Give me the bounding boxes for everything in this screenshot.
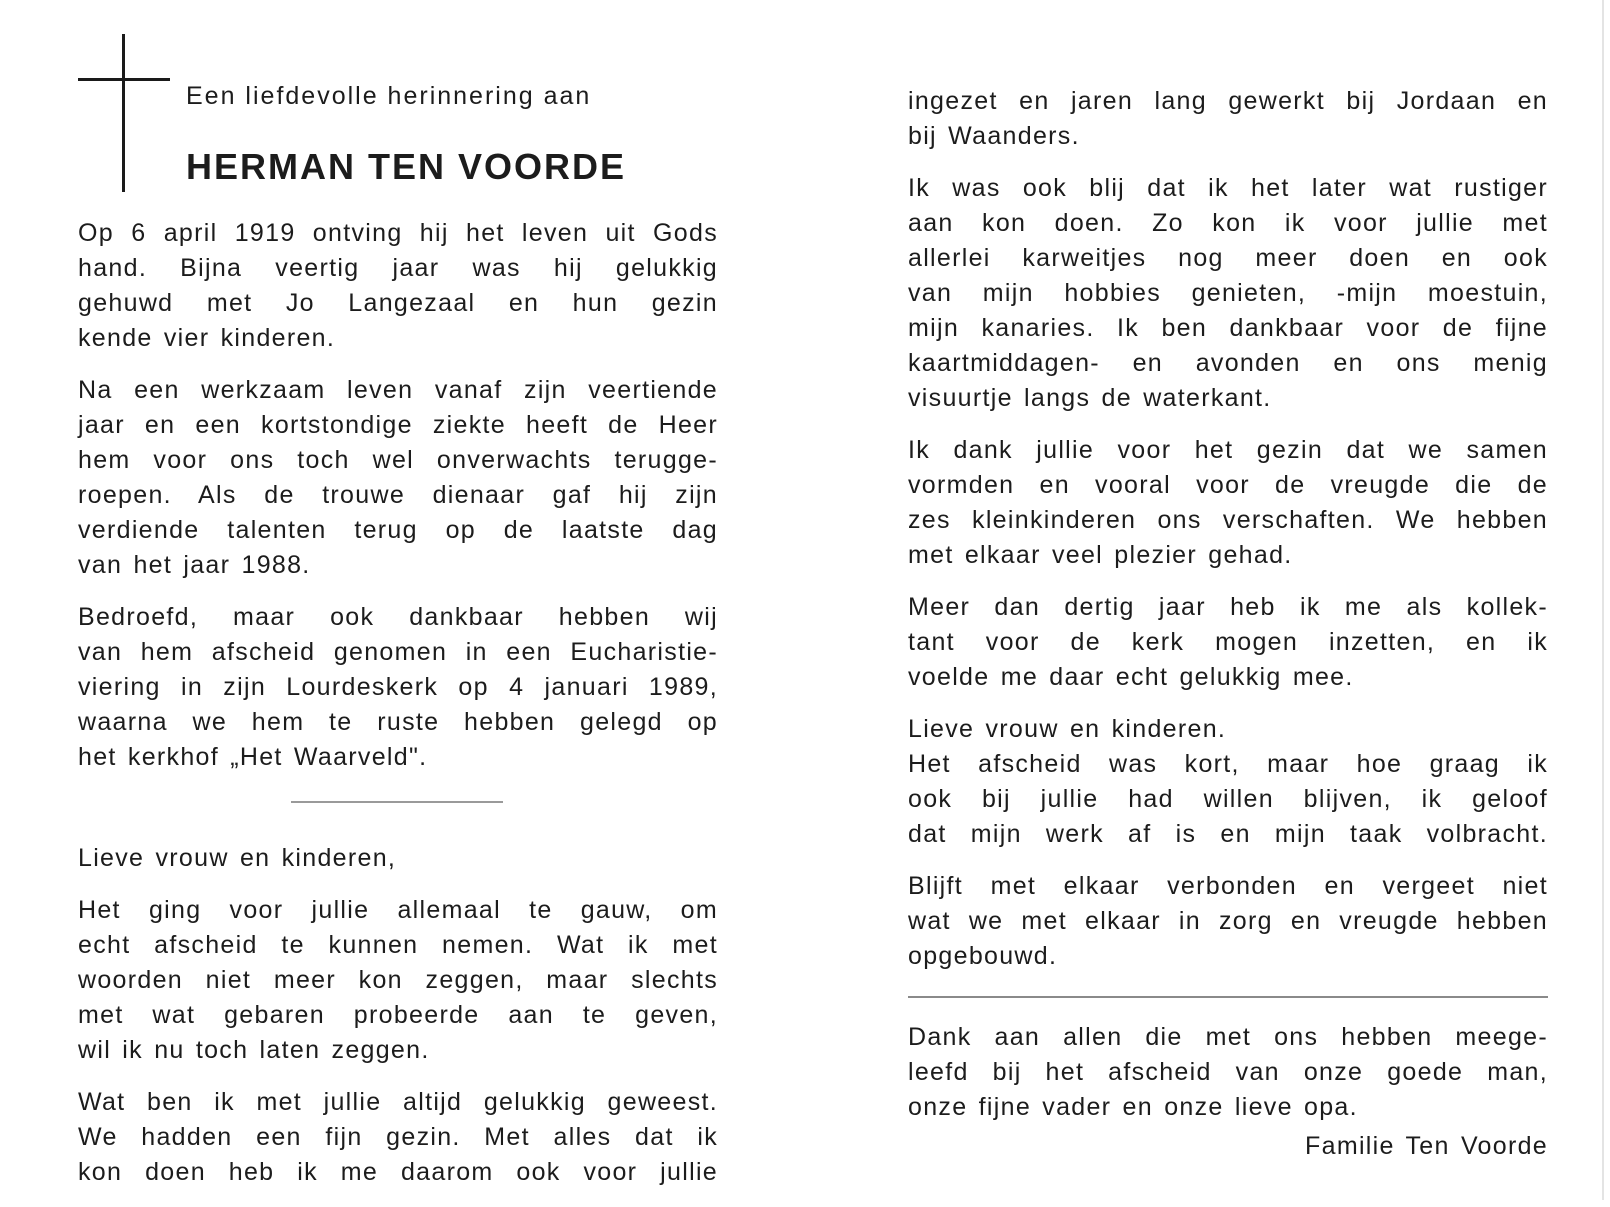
text-line: met elkaar veel plezier gehad. (908, 541, 1293, 569)
text-line: onze fijne vader en onze lieve opa. (908, 1093, 1358, 1121)
text-line: het kerkhof „Het Waarveld". (78, 743, 428, 771)
text-line: We hadden een fijn gezin. Met alles dat ik (78, 1123, 718, 1151)
right-column (908, 84, 1548, 1164)
text-line: bij Waanders. (908, 122, 1080, 150)
text-line: van het jaar 1988. (78, 551, 311, 579)
text-line: dat mijn werk af is en mijn taak volbracht. (908, 820, 1548, 848)
text-line: Blijft met elkaar verbonden en vergeet niet (908, 872, 1548, 900)
cross-vertical-bar (122, 34, 125, 192)
text-line: ingezet en jaren lang gewerkt bij Jordaan en (908, 87, 1548, 115)
paragraph-grandchildren (908, 433, 1548, 573)
text-line: verdiende talenten terug op de laatste dag (78, 516, 718, 544)
separator-line (908, 996, 1548, 998)
family-signature: Familie Ten Voorde (1305, 1132, 1548, 1160)
text-line: Lieve vrouw en kinderen, (78, 844, 397, 872)
text-line: Ik dank jullie voor het gezin dat we samen (908, 436, 1548, 464)
text-line: voelde me daar echt gelukkig mee. (908, 663, 1354, 691)
text-line: leefd bij het afscheid van onze goede man, (908, 1058, 1548, 1086)
paragraph-salutation (78, 841, 718, 876)
text-line: Na een werkzaam leven vanaf zijn veertiende (78, 376, 718, 404)
deceased-name: HERMAN TEN VOORDE (186, 146, 627, 187)
paragraph-hobbies (908, 171, 1548, 416)
text-line: mijn kanaries. Ik ben dankbaar voor de fijne (908, 314, 1548, 342)
text-line: allerlei karweitjes nog meer doen en ook (908, 244, 1548, 272)
text-line: Meer dan dertig jaar heb ik me als kollek- (908, 593, 1548, 621)
text-line: Wat ben ik met jullie altijd gelukkig geweest. (78, 1088, 718, 1116)
text-line: woorden niet meer kon zeggen, maar slechts (78, 966, 718, 994)
text-line: ook bij jullie had willen blijven, ik geloof (908, 785, 1548, 813)
text-line: echt afscheid te kunnen nemen. Wat ik met (78, 931, 718, 959)
text-line: gehuwd met Jo Langezaal en hun gezin (78, 289, 718, 317)
text-line: Op 6 april 1919 ontving hij het leven uit Gods (78, 219, 718, 247)
left-column (78, 216, 718, 1207)
text-line: Dank aan allen die met ons hebben meege- (908, 1023, 1548, 1051)
paragraph-working-life (78, 373, 718, 583)
paragraph-stay-connected (908, 869, 1548, 974)
text-line: Ik was ook blij dat ik het later wat rustiger (908, 174, 1548, 202)
text-line: zes kleinkinderen ons verschaften. We hebben (908, 506, 1548, 534)
text-line: kende vier kinderen. (78, 324, 336, 352)
paragraph-too-soon (78, 893, 718, 1068)
text-line: hand. Bijna veertig jaar was hij gelukkig (78, 254, 718, 282)
text-line: hem voor ons toch wel onverwachts terugge- (78, 446, 718, 474)
paragraph-work (908, 84, 1548, 154)
text-line: jaar en een kortstondige ziekte heeft de Heer (78, 411, 718, 439)
text-line: Lieve vrouw en kinderen. (908, 715, 1227, 743)
text-line: wil ik nu toch laten zeggen. (78, 1036, 430, 1064)
text-line: Het afscheid was kort, maar hoe graag ik (908, 750, 1548, 778)
text-line: met wat gebaren probeerde aan te geven, (78, 1001, 718, 1029)
intro-line: Een liefdevolle herinnering aan (186, 82, 592, 110)
paragraph-thanks (908, 1020, 1548, 1125)
scan-edge-line (1602, 0, 1604, 1200)
text-line: kon doen heb ik me daarom ook voor jullie (78, 1158, 718, 1186)
text-line: visuurtje langs de waterkant. (908, 384, 1272, 412)
text-line: kaartmiddagen- en avonden en ons menig (908, 349, 1548, 377)
text-line: waarna we hem te ruste hebben gelegd op (78, 708, 718, 736)
text-line: van hem afscheid genomen in een Eucharistie- (78, 638, 718, 666)
paragraph-goodbye (908, 712, 1548, 852)
cross-horizontal-bar (78, 78, 170, 81)
text-line: opgebouwd. (908, 942, 1058, 970)
text-line: tant voor de kerk mogen inzetten, en ik (908, 628, 1548, 656)
paragraph-happy-family (78, 1085, 718, 1190)
text-line: wat we met elkaar in zorg en vreugde hebben (908, 907, 1548, 935)
text-line: vormden en vooral voor de vreugde die de (908, 471, 1548, 499)
text-line: van mijn hobbies genieten, -mijn moestuin, (908, 279, 1548, 307)
text-line: viering in zijn Lourdeskerk op 4 januari 1989, (78, 673, 718, 701)
paragraph-birth-marriage (78, 216, 718, 356)
paragraph-church (908, 590, 1548, 695)
text-line: Bedroefd, maar ook dankbaar hebben wij (78, 603, 718, 631)
text-line: roepen. Als de trouwe dienaar gaf hij zijn (78, 481, 718, 509)
separator-line (291, 801, 503, 803)
paragraph-farewell (78, 600, 718, 775)
text-line: Het ging voor jullie allemaal te gauw, om (78, 896, 718, 924)
text-line: aan kon doen. Zo kon ik voor jullie met (908, 209, 1548, 237)
